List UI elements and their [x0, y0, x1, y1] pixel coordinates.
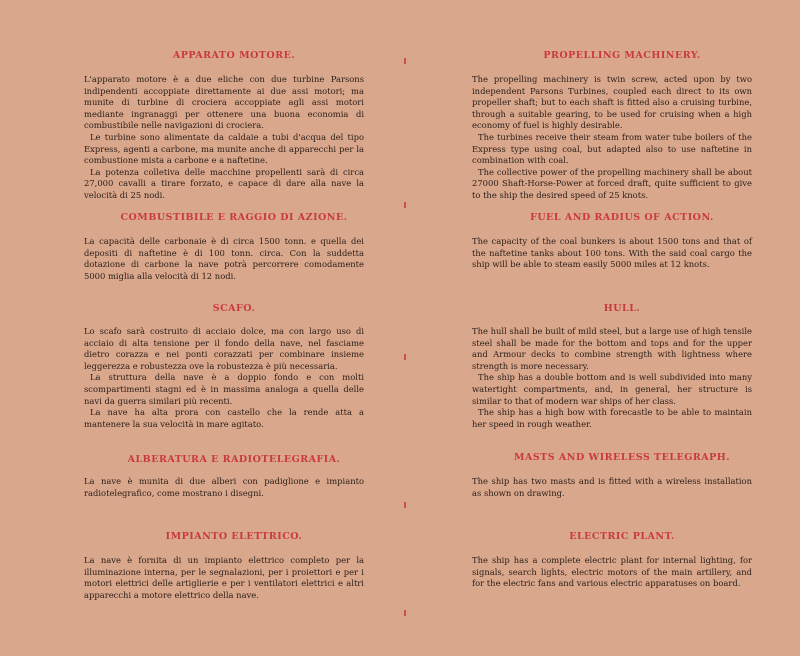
- paragraph: Lo scafo sarà costruito di acciaio dolce, ma con largo uso di acciaio di alta tensione per il fondo della nave, nel fasciame dietro corazza e nei ponti corazzati per combinare insieme leggerezza e robustezza ove la robustezza è più necessaria.: [84, 326, 364, 371]
- section-body: [84, 236, 364, 282]
- spine-mark: [404, 58, 406, 64]
- paragraph: The capacity of the coal bunkers is about 1500 tons and that of the naftetine tanks about 100 tons. With the said coal cargo the ship will be able to steam easily 5000 miles at 12 knots.: [472, 236, 752, 270]
- paragraph: Le turbine sono alimentate da caldaie a tubi d'acqua del tipo Express, agenti a carbone, ma munite anche di apparecchi per la combustione mista a carbone e a naftetine.: [84, 131, 364, 166]
- paragraph: The ship has a complete electric plant for internal lighting, for signals, search lights, electric motors of the main artillery, and for the electric fans and various electric apparatuses on board.: [472, 555, 752, 589]
- section-body: [84, 74, 364, 202]
- section-heading: SCAFO.: [212, 303, 256, 314]
- paragraph: La capacità delle carbonaie è di circa 1500 tonn. e quella dei depositi di naftetine è di 100 tonn. circa. Con la suddetta dotazione di carbone la nave potrà percorrere comodamente 5000 miglia alla velocità di 12 nodi.: [84, 236, 364, 281]
- paragraph: The turbines receive their steam from water tube boilers of the Express type using coal, but adapted also to use naftetine in combination with coal.: [472, 131, 752, 166]
- spine-mark: [404, 610, 406, 616]
- section-heading: FUEL AND RADIUS OF ACTION.: [530, 212, 714, 223]
- paragraph: The ship has a high bow with forecastle to be able to maintain her speed in rough weather.: [472, 407, 752, 429]
- section-body: [472, 555, 752, 590]
- paragraph: L'apparato motore è a due eliche con due turbine Parsons indipendenti accoppiate direttamente ai due assi motori; ma munite di turbine di crociera accoppiate agli assi motori mediante ingranaggi per ottenere una buona economia di combustibile nelle navigazioni di crociera.: [84, 74, 364, 131]
- section-heading: ELECTRIC PLANT.: [569, 531, 675, 542]
- paragraph: La struttura della nave è a doppio fondo e con molti scompartimenti stagni ed è in massima analoga a quella delle navi da guerra similari più recenti.: [84, 372, 364, 406]
- section-body: [472, 326, 752, 430]
- spine-mark: [404, 202, 406, 208]
- paragraph: La potenza colletiva delle macchine propellenti sarà di circa 27,000 cavalli a tirare forzato, e capace di dare alla nave la velocità di 25 nodi.: [84, 166, 364, 200]
- section-heading: APPARATO MOTORE.: [172, 50, 296, 61]
- section-body: [472, 74, 752, 202]
- paragraph: La nave è fornita di un impianto elettrico completo per la illuminazione interna, per le segnalazioni, per i proiettori e per i motori elettrici delle artiglierie e per i ventilatori elettrici e altri apparecchi a motore elettrico della nave.: [84, 555, 364, 600]
- paragraph: The propelling machinery is twin screw, acted upon by two independent Parsons Turbines, coupled each direct to its own propeller shaft; but to each shaft is fitted also a cruising turbine, through a suitable gearing, to be used for cruising when a high economy of fuel is highly desirable.: [472, 74, 752, 131]
- spine-mark: [404, 354, 406, 360]
- paragraph: The hull shall be built of mild steel, but a large use of high tensile steel shall be made for the bottom and tops and for the upper and Armour decks to combine strength with lightness where strength is more necessary.: [472, 326, 752, 371]
- section-body: [84, 476, 364, 499]
- section-body: [472, 476, 752, 499]
- section-heading: HULL.: [603, 303, 641, 314]
- spine-mark: [404, 502, 406, 508]
- section-heading: ALBERATURA E RADIOTELEGRAFIA.: [127, 454, 341, 465]
- paragraph: The ship has two masts and is fitted with a wireless installation as shown on drawing.: [472, 476, 752, 498]
- paragraph: The ship has a double bottom and is well subdivided into many watertight compartments, and, in general, her structure is similar to that of modern war ships of her class.: [472, 372, 752, 406]
- paragraph: La nave è munita di due alberi con padiglione e impianto radiotelegrafico, come mostrano i disegni.: [84, 476, 364, 498]
- section-heading: MASTS AND WIRELESS TELEGRAPH.: [513, 452, 731, 463]
- section-heading: IMPIANTO ELETTRICO.: [165, 531, 303, 542]
- section-heading: COMBUSTIBILE E RAGGIO DI AZIONE.: [120, 212, 348, 223]
- section-body: [84, 326, 364, 430]
- section-body: [472, 236, 752, 271]
- paragraph: La nave ha alta prora con castello che la rende atta a mantenere la sua velocità in mare agitato.: [84, 407, 364, 429]
- paragraph: The collective power of the propelling machinery shall be about 27000 Shaft-Horse-Power at forced draft, quite sufficient to give to the ship the desired speed of 25 knots.: [472, 166, 752, 200]
- page-spine: [404, 58, 405, 618]
- section-body: [84, 555, 364, 601]
- section-heading: PROPELLING MACHINERY.: [543, 50, 701, 61]
